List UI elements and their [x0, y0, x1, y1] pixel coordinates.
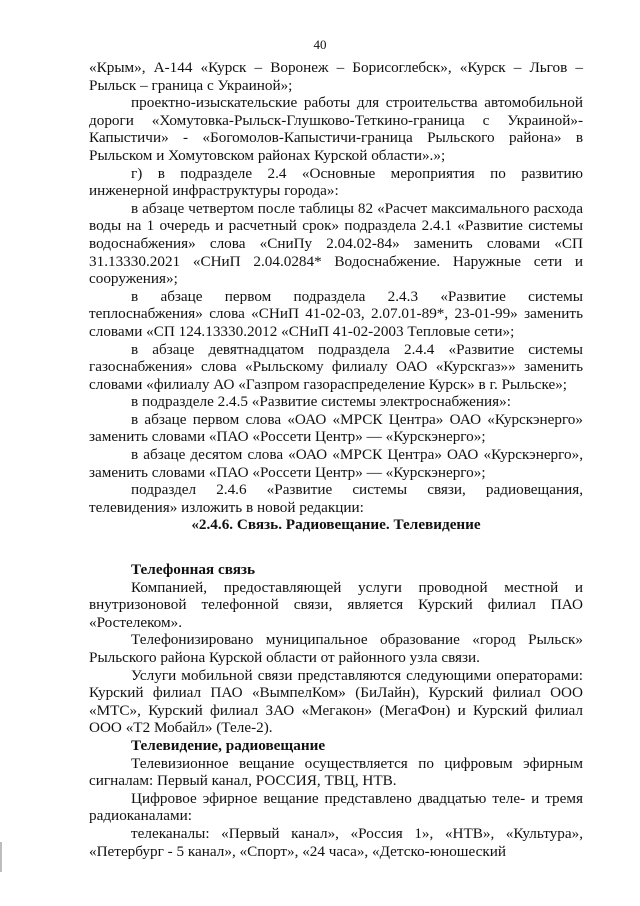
paragraph-subsection-2-4: г) в подразделе 2.4 «Основные мероприятия по развитию инженерной инфраструктуры города»: [89, 164, 583, 200]
page-number: 40 [313, 37, 327, 52]
spacer [89, 534, 583, 561]
paragraph-tv-broadcast: Телевизионное вещание осуществляется по цифровым эфирным сигналам: Первый канал, РОССИЯ, ТВЦ, НТВ. [89, 754, 583, 790]
section-title: «2.4.6. Связь. Радиовещание. Телевидение [191, 516, 481, 534]
scan-edge-mark [0, 842, 2, 872]
document-body [89, 59, 583, 860]
paragraph-rostelecom: Компанией, предоставляющей услуги проводной местной и внутризоновой телефонной связи, является Курский филиал ПАО «Ростелеком». [89, 578, 583, 631]
paragraph-tv-channels: телеканалы: «Первый канал», «Россия 1», «НТВ», «Культура», «Петербург - 5 канал», «Спорт», «24 часа», «Детско-юношеский [89, 824, 583, 860]
paragraph-digital-broadcast: Цифровое эфирное вещание представлено двадцатью теле- и тремя радиоканалами: [89, 789, 583, 825]
paragraph-subsection-2-4-5: в подразделе 2.4.5 «Развитие системы электроснабжения»: [131, 393, 511, 411]
paragraph-telephonized: Телефонизировано муниципальное образование «город Рыльск» Рыльского района Курской области от районного узла связи. [89, 631, 583, 666]
paragraph-first-abzac: в абзаце первом слова «ОАО «МРСК Центра» ОАО «Курскэнерго» заменить словами «ПАО «Россети Центр» — «Курскэнерго»; [89, 410, 583, 446]
paragraph-heat-supply: в абзаце первом подраздела 2.4.3 «Развитие системы теплоснабжения» слова «СНиП 41-02-03, 2.07.01-89*, 23-01-99» заменить словами «СП 124.13330.2012 «СНиП 41-02-2003 Тепловые сети»; [89, 287, 583, 340]
paragraph-roads-list: «Крым», А-144 «Курск – Воронеж – Борисоглебск», «Курск – Льгов – Рыльск – граница с Украиной»; [89, 59, 583, 94]
heading-telephone: Телефонная связь [131, 561, 256, 579]
paragraph-water-supply: в абзаце четвертом после таблицы 82 «Расчет максимального расхода воды на 1 очередь и расчетный срок» подраздела 2.4.1 «Развитие системы водоснабжения» слова «СниПу 2.04.02-84» заменить словами «СП 31.13330.2021 «СНиП 2.04.0284* Водоснабжение. Наружные сети и сооружения»; [89, 199, 583, 288]
paragraph-subsection-2-4-6: подраздел 2.4.6 «Развитие системы связи, радиовещания, телевидения» изложить в новой редакции: [89, 481, 583, 516]
paragraph-tenth-abzac: в абзаце десятом слова «ОАО «МРСК Центра» ОАО «Курскэнерго», заменить словами «ПАО «Россети Центр» — «Курскэнерго»; [89, 446, 583, 481]
paragraph-mobile-operators: Услуги мобильной связи представляются следующими операторами: Курский филиал ПАО «ВымпелКом» (БиЛайн), Курский филиал ООО «МТС», Курский филиал ЗАО «Мегакон» (МегаФон) и Курский филиал ООО «Т2 Мобайл» (Теле-2). [89, 666, 583, 737]
paragraph-design-works: проектно-изыскательские работы для строительства автомобильной дороги «Хомутовка-Рыльск-Глушково-Теткино-граница с Украиной»-Капыстичи» - «Богомолов-Капыстичи-граница Рыльского района» в Рыльском и Хомутовском районах Курской области».»; [89, 94, 583, 164]
heading-tv-radio: Телевидение, радиовещание [131, 736, 326, 754]
paragraph-gas-supply: в абзаце девятнадцатом подраздела 2.4.4 «Развитие системы газоснабжения» слова «Рыльскому филиалу ОАО «Курскгаз»» заменить словами «филиалу АО «Газпром газораспределение Курск» в г. Рыльске»; [89, 340, 583, 393]
